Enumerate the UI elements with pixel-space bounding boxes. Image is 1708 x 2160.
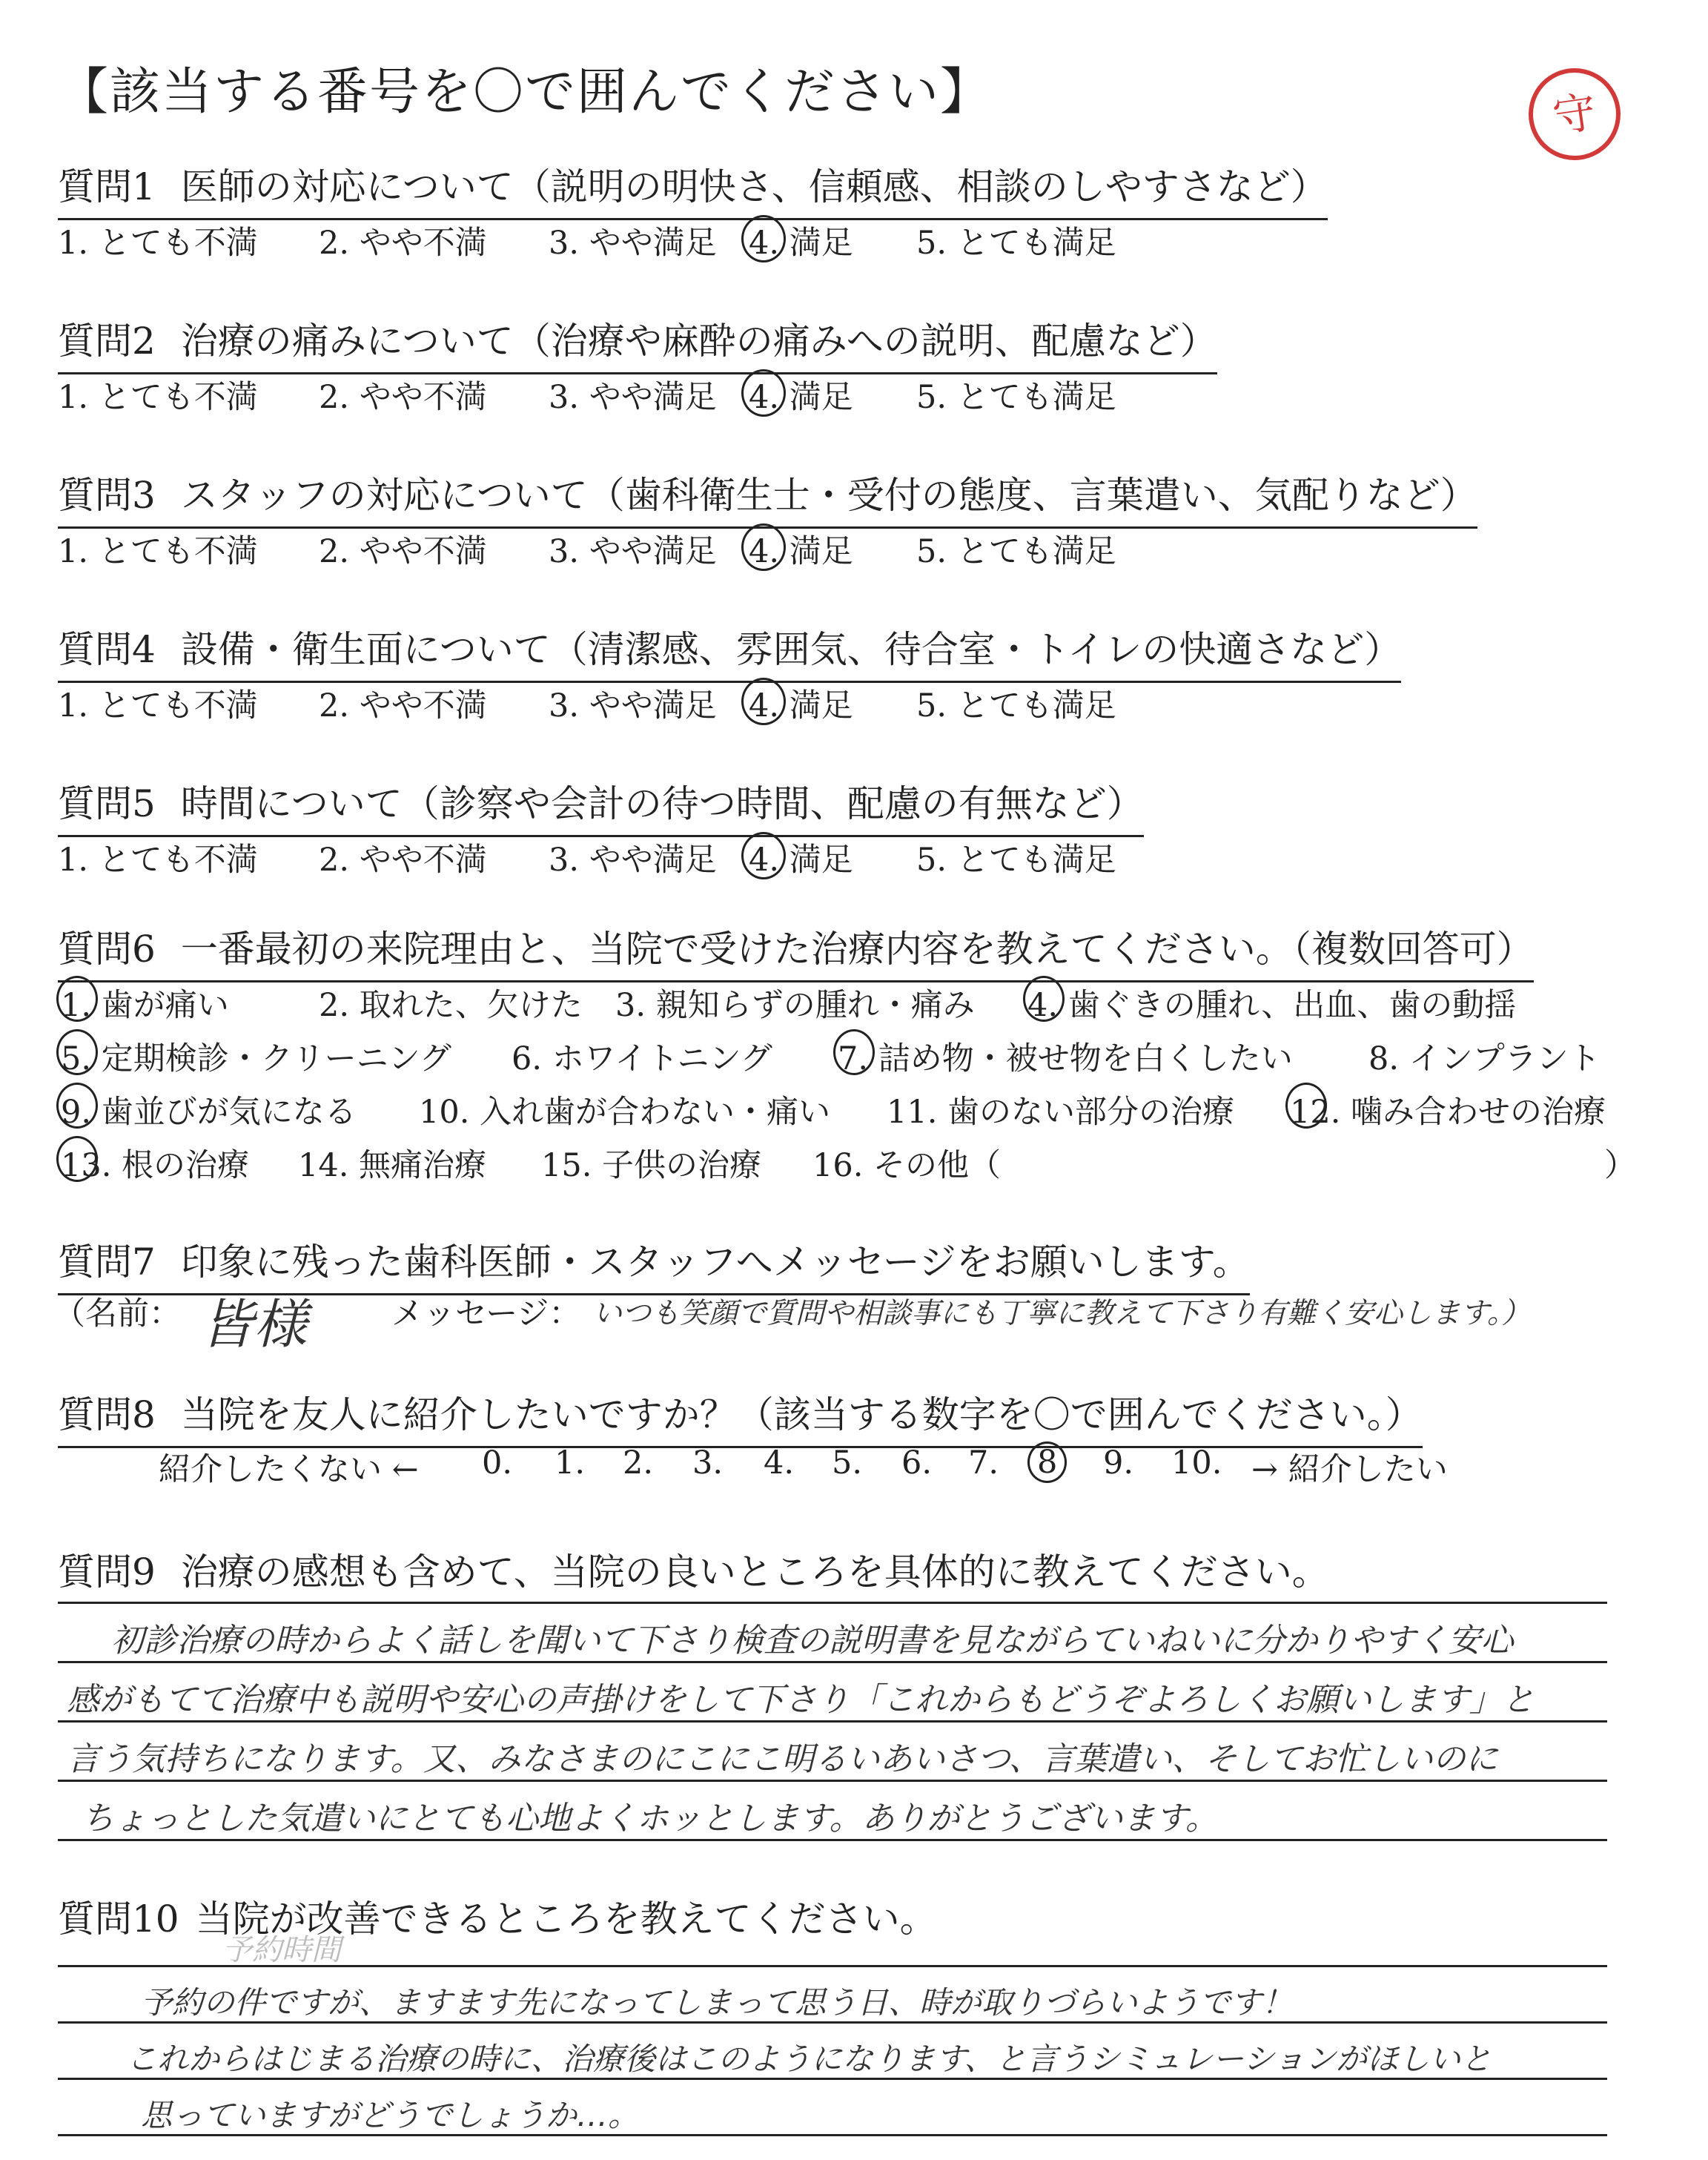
q2-number: 質問2: [58, 320, 156, 363]
q1-number: 質問1: [58, 165, 156, 208]
q3-option-4[interactable]: [749, 526, 889, 572]
q8-text: 当院を友人に紹介したいですか？（該当する数字を〇で囲んでください。）: [180, 1393, 1423, 1436]
q10-line-3[interactable]: 思っていますがどうでしょうか…。: [141, 2097, 640, 2133]
q6-option-10[interactable]: 10. 入れ歯が合わない・痛い: [419, 1094, 831, 1131]
q8-number-0[interactable]: 0.: [482, 1444, 513, 1482]
q1-text: 医師の対応について（説明の明快さ、信頼感、相談のしやすさなど）: [180, 165, 1328, 208]
q9-line-4[interactable]: ちょっとした気遣いにとても心地よくホッとします。ありがとうございます。: [82, 1800, 1218, 1837]
q2-option-1[interactable]: 1. とても不満: [58, 379, 258, 416]
q6-option-6[interactable]: 6. ホワイトニング: [512, 1040, 772, 1077]
q6-option-7[interactable]: 7. 詰め物・被せ物を白くしたい: [838, 1034, 1293, 1079]
q5-option-1[interactable]: 1. とても不満: [58, 842, 258, 879]
q8-number-9[interactable]: 9.: [1103, 1444, 1134, 1482]
q6-option-9[interactable]: 9. 歯並びが気になる: [61, 1087, 357, 1132]
q5-number: 質問5: [58, 782, 156, 825]
q2-option-text: 4. 満足: [749, 379, 853, 416]
q3-option-5[interactable]: 5. とても満足: [916, 533, 1116, 570]
q9-text: 治療の感想も含めて、当院の良いところを具体的に教えてください。: [180, 1550, 1329, 1593]
q9-line-2[interactable]: 感がもてて治療中も説明や安心の声掛けをして下さり「これからもどうぞよろしくお願いします」と: [67, 1681, 1535, 1719]
q5-option-3[interactable]: 3. やや満足: [549, 842, 717, 879]
q10-text: 当院が改善できるところを教えてください。: [195, 1898, 937, 1941]
q2-option-3[interactable]: 3. やや満足: [549, 379, 717, 416]
q10-line-1[interactable]: 予約の件ですが、ますます先になってしまって思う日、時が取りづらいようです！: [141, 1984, 1294, 2021]
q4-option-1[interactable]: 1. とても不満: [58, 687, 258, 724]
q3-option-2[interactable]: 2. やや不満: [319, 533, 487, 570]
q6-text: 一番最初の来院理由と、当院で受けた治療内容を教えてください。（複数回答可）: [180, 928, 1534, 971]
q5-option-text: 4. 満足: [749, 842, 853, 879]
q3-option-text: 4. 満足: [749, 533, 853, 570]
q7-message-value[interactable]: いつも笑顔で質問や相談事にも丁寧に教えて下さり有難く安心します。）: [593, 1297, 1531, 1330]
q9-number: 質問9: [58, 1550, 156, 1593]
q7-name-label: （名前：: [53, 1295, 181, 1332]
q1-option-4[interactable]: [749, 218, 889, 263]
q4-option-4[interactable]: [749, 681, 889, 726]
q2-text: 治療の痛みについて（治療や麻酔の痛みへの説明、配慮など）: [180, 320, 1217, 363]
q1-title: [58, 157, 1328, 220]
q6-option-8[interactable]: 8. インプラント: [1368, 1040, 1601, 1077]
q10-line-2[interactable]: これからはじまる治療の時に、治療後はこのようになります、と言うシミュレーションがほしいと: [126, 2041, 1492, 2077]
q5-option-2[interactable]: 2. やや不満: [319, 842, 487, 879]
q1-option-3[interactable]: 3. やや満足: [549, 225, 717, 262]
q6-title: [58, 919, 1534, 982]
q7-message-label: メッセージ：: [391, 1295, 581, 1332]
q8-number-10[interactable]: 10.: [1171, 1444, 1222, 1482]
q7-number: 質問7: [58, 1241, 156, 1284]
q4-option-5[interactable]: 5. とても満足: [916, 687, 1116, 724]
q6-option-14[interactable]: 14. 無痛治療: [298, 1147, 487, 1184]
q9-title: [58, 1542, 1329, 1596]
q3-text: スタッフの対応について（歯科衛生士・受付の態度、言葉遣い、気配りなど）: [180, 474, 1477, 517]
q4-option-2[interactable]: 2. やや不満: [319, 687, 487, 724]
q7-name-value[interactable]: 皆様: [200, 1293, 308, 1355]
q2-title: [58, 311, 1217, 374]
q3-option-1[interactable]: 1. とても不満: [58, 533, 258, 570]
q5-option-5[interactable]: 5. とても満足: [916, 842, 1116, 879]
q9-line-1[interactable]: 初診治療の時からよく話しを聞いて下さり検査の説明書を見ながらていねいに分かりやすく安心: [111, 1622, 1514, 1659]
q4-title: [58, 620, 1401, 683]
q8-number-7[interactable]: 7.: [968, 1444, 999, 1482]
q6-option-12[interactable]: 12. 噛み合わせの治療: [1290, 1087, 1606, 1132]
q6-number: 質問6: [58, 928, 156, 971]
q8-number-3[interactable]: 3.: [692, 1444, 724, 1482]
q6-option-2[interactable]: 2. 取れた、欠けた: [319, 987, 583, 1024]
q8-number-5[interactable]: 5.: [832, 1444, 863, 1482]
q8-number-1[interactable]: 1.: [555, 1444, 586, 1482]
q6-close-paren: ）: [1604, 1147, 1636, 1184]
q8-title: [58, 1385, 1423, 1448]
q6-option-15[interactable]: 15. 子供の治療: [541, 1147, 762, 1184]
q8-number-6[interactable]: 6.: [901, 1444, 933, 1482]
q1-option-5[interactable]: 5. とても満足: [916, 225, 1116, 262]
q9-line-3[interactable]: 言う気持ちになります。又、みなさまのにこにこ明るいあいさつ、言葉遣い、そしてお忙しいのに: [67, 1740, 1498, 1778]
q6-option-1[interactable]: 1. 歯が痛い: [61, 980, 229, 1025]
q5-title: [58, 774, 1144, 837]
seal-stamp: 守: [1523, 62, 1626, 166]
q8-number: 質問8: [58, 1393, 156, 1436]
q6-option-16[interactable]: 16. その他（: [812, 1147, 1002, 1184]
q8-right-label: → 紹介したい: [1251, 1451, 1448, 1488]
q10-faint-text: 予約時間: [222, 1933, 341, 1967]
q2-option-2[interactable]: 2. やや不満: [319, 379, 487, 416]
q6-option-3[interactable]: 3. 親知らずの腫れ・痛み: [615, 987, 975, 1024]
q10-number: 質問10: [58, 1898, 179, 1941]
q4-option-text: 4. 満足: [749, 687, 853, 724]
q8-number-4[interactable]: 4.: [764, 1444, 795, 1482]
q6-option-11[interactable]: 11. 歯のない部分の治療: [887, 1094, 1235, 1131]
q8-number-8[interactable]: 8: [1027, 1441, 1067, 1483]
q3-number: 質問3: [58, 474, 156, 517]
q6-option-5[interactable]: 5. 定期検診・クリーニング: [61, 1034, 451, 1079]
q5-text: 時間について（診察や会計の待つ時間、配慮の有無など）: [180, 782, 1144, 825]
page-title: 【該当する番号を〇で囲んでください】: [58, 63, 993, 122]
q10-title: [58, 1889, 937, 1943]
q6-option-4[interactable]: 4. 歯ぐきの腫れ、出血、歯の動揺: [1027, 980, 1516, 1025]
q8-number-2[interactable]: 2.: [623, 1444, 654, 1482]
q5-option-4[interactable]: [749, 835, 889, 880]
q4-number: 質問4: [58, 628, 156, 671]
q1-option-text: 4. 満足: [749, 225, 853, 262]
q4-text: 設備・衛生面について（清潔感、雰囲気、待合室・トイレの快適さなど）: [180, 628, 1402, 671]
q7-text: 印象に残った歯科医師・スタッフへメッセージをお願いします。: [180, 1241, 1250, 1284]
q3-option-3[interactable]: 3. やや満足: [549, 533, 717, 570]
q2-option-5[interactable]: 5. とても満足: [916, 379, 1116, 416]
q1-option-1[interactable]: 1. とても不満: [58, 225, 258, 262]
q8-left-label: 紹介したくない ←: [159, 1451, 419, 1488]
q1-option-2[interactable]: 2. やや不満: [319, 225, 487, 262]
q3-title: [58, 466, 1477, 529]
q4-option-3[interactable]: 3. やや満足: [549, 687, 717, 724]
q2-option-4[interactable]: [749, 372, 889, 417]
q6-option-13[interactable]: 13. 根の治療: [61, 1140, 249, 1186]
